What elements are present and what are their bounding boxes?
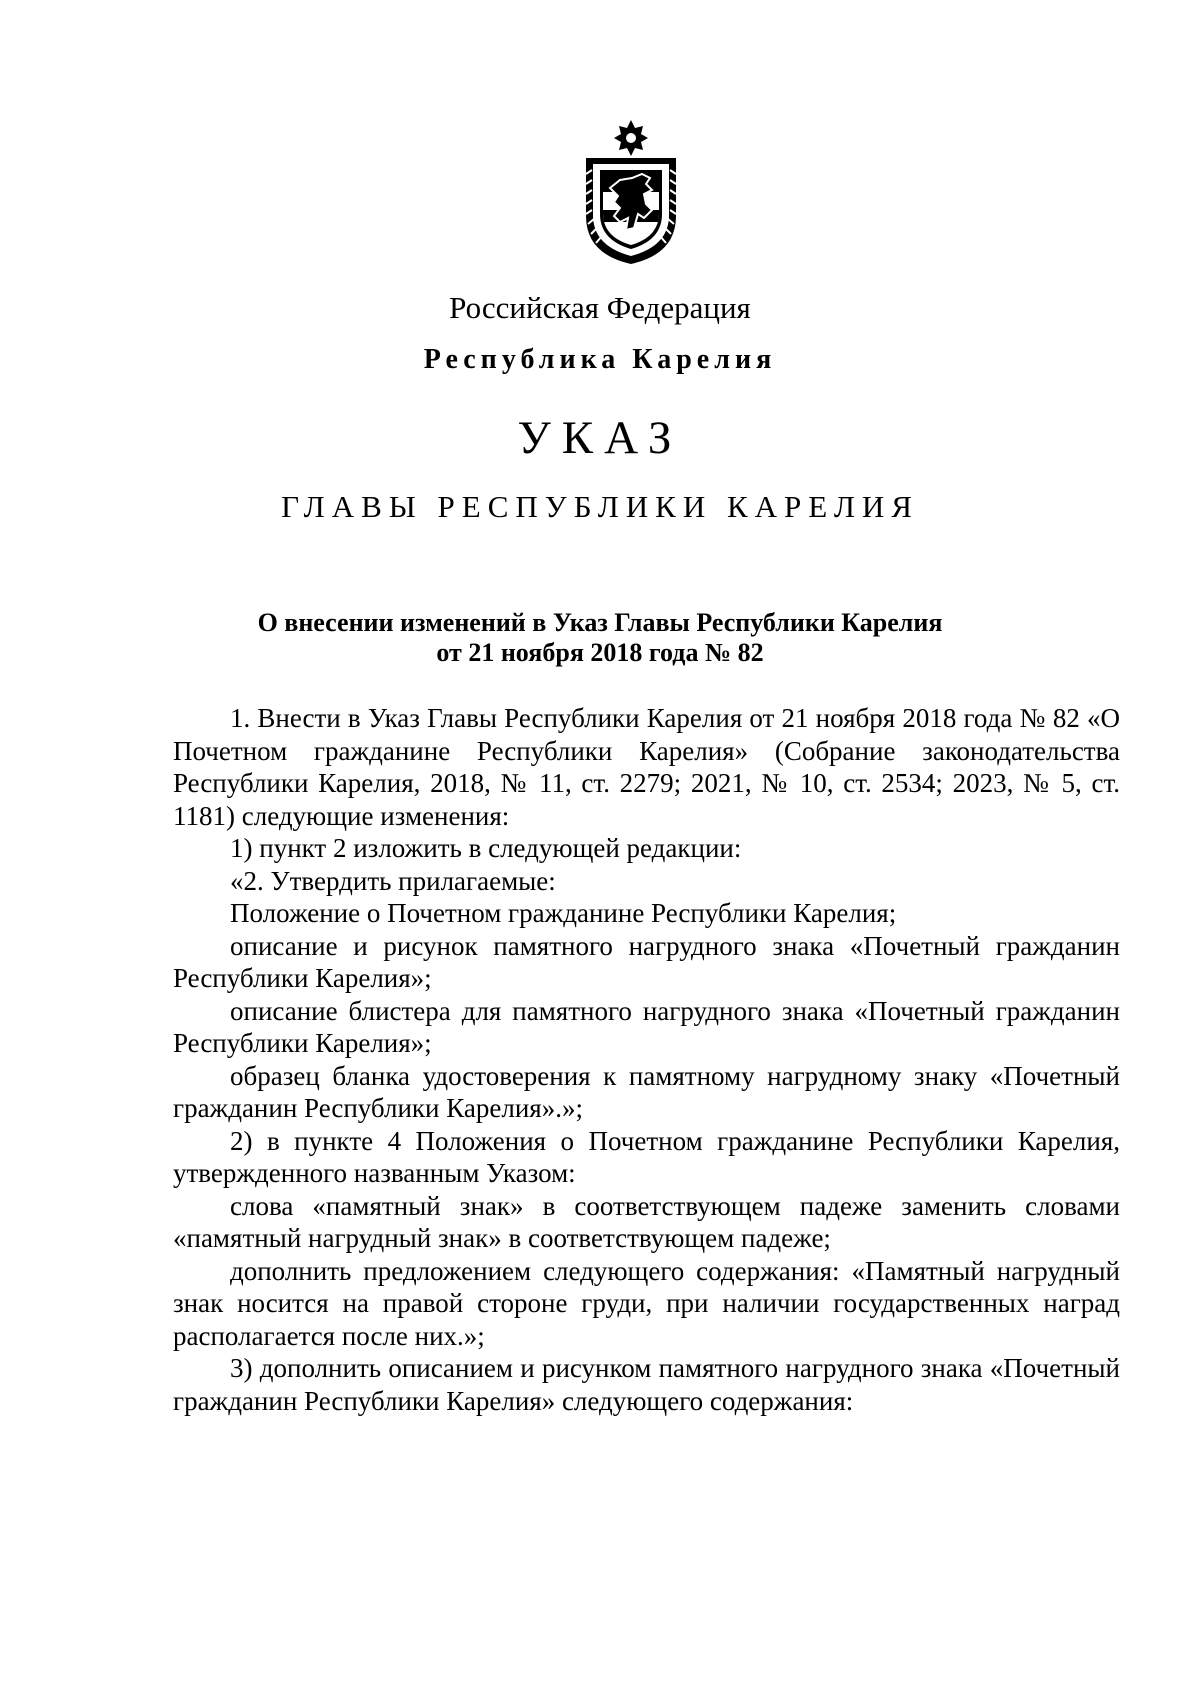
document-type: УКАЗ [517, 412, 683, 464]
paragraph: дополнить предложением следующего содержания: «Памятный нагрудный знак носится на правой стороне груди, при наличии государственных наград располагается после них.»; [173, 1255, 1120, 1351]
document-title-line: от 21 ноября 2018 года № 82 [436, 638, 764, 667]
document-title-line: О внесении изменений в Указ Главы Республики Карелия [257, 608, 943, 637]
republic-name: Республика Карелия [423, 344, 777, 375]
issuer-title: ГЛАВЫ РЕСПУБЛИКИ КАРЕЛИЯ [281, 489, 919, 524]
document-title [0, 608, 1200, 668]
paragraph: 1. Внести в Указ Главы Республики Карелия от 21 ноября 2018 года № 82 «О Почетном гражданине Республики Карелия» (Собрание законодательства Республики Карелия, 2018, № 11, ст. 2279; 2021, № 10, ст. 2534; 2023, № 5, ст. 1181) следующие изменения: [173, 703, 1120, 831]
paragraph: описание блистера для памятного нагрудного знака «Почетный гражданин Республики Карелия»; [173, 995, 1120, 1058]
paragraph: 2) в пункте 4 Положения о Почетном гражданине Республики Карелия, утвержденного названным Указом: [173, 1125, 1120, 1188]
paragraph: слова «памятный знак» в соответствующем падеже заменить словами «памятный нагрудный знак» в соответствующем падеже; [173, 1190, 1120, 1253]
paragraph: «2. Утвердить прилагаемые: [230, 865, 556, 896]
paragraph: описание и рисунок памятного нагрудного знака «Почетный гражданин Республики Карелия»; [173, 930, 1120, 993]
paragraph: 3) дополнить описанием и рисунком памятного нагрудного знака «Почетный гражданин Республики Карелия» следующего содержания: [173, 1353, 1120, 1416]
country-name: Российская Федерация [449, 290, 751, 325]
paragraph: Положение о Почетном гражданине Республики Карелия; [230, 898, 897, 928]
paragraph: образец бланка удостоверения к памятному нагрудному знаку «Почетный гражданин Республики Карелия».»; [173, 1060, 1120, 1123]
star-icon [614, 120, 648, 156]
coat-of-arms-icon [580, 118, 682, 266]
document-body [173, 702, 1120, 1417]
paragraph: 1) пункт 2 изложить в следующей редакции: [230, 833, 742, 863]
